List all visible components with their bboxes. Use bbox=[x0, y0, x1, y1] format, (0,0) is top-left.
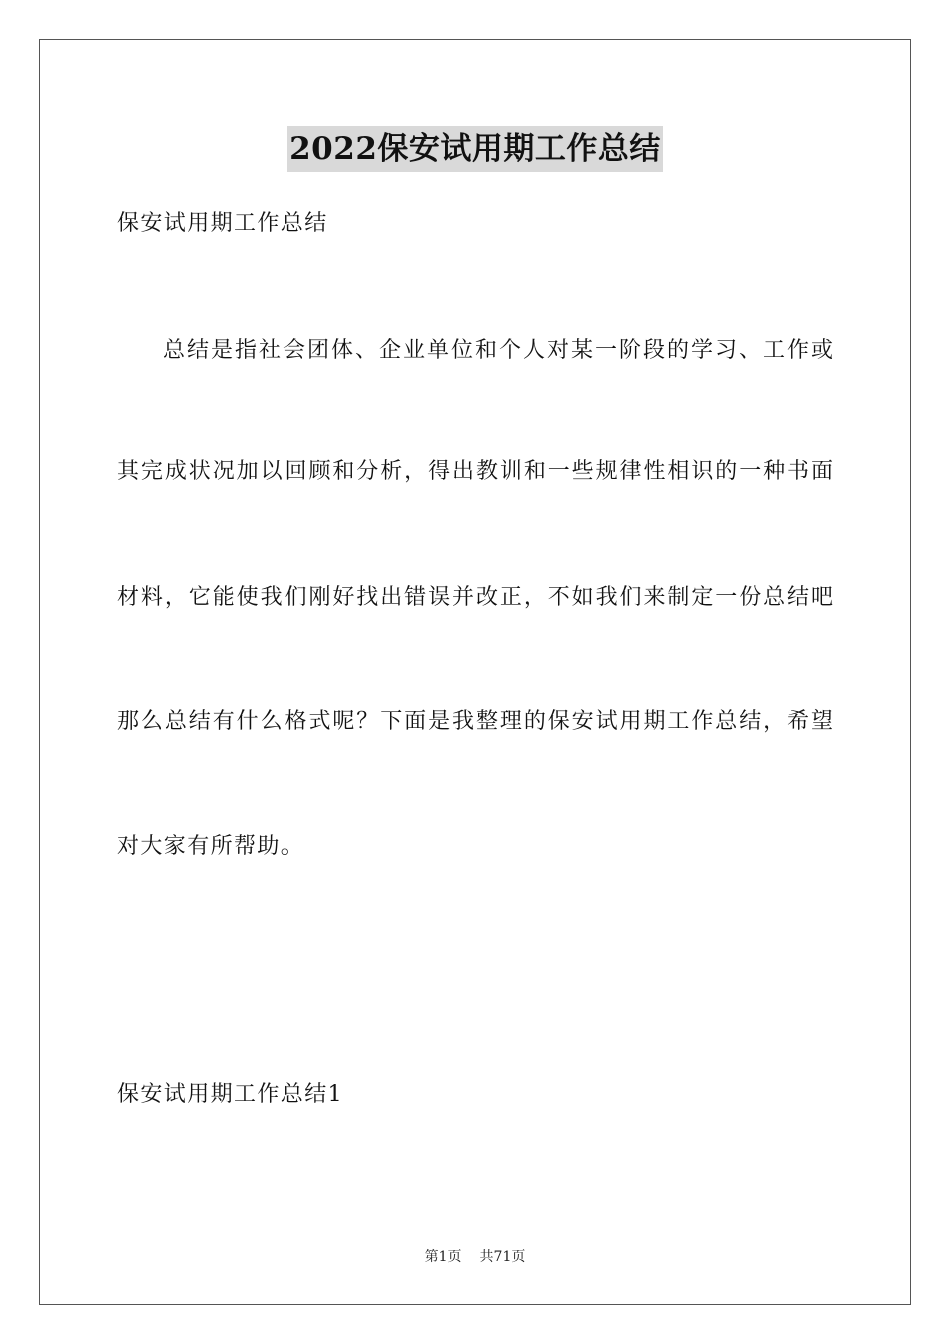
document-subtitle: 保安试用期工作总结 bbox=[117, 211, 328, 236]
document-title: 2022保安试用期工作总结 bbox=[287, 126, 663, 172]
paragraph-line-5: 对大家有所帮助。 bbox=[117, 834, 305, 859]
paragraph-line-3: 材料，它能使我们刚好找出错误并改正，不如我们来制定一份总结吧 bbox=[117, 585, 833, 610]
page-number: 第1页 bbox=[424, 1249, 462, 1265]
title-container bbox=[0, 126, 950, 172]
page-footer bbox=[0, 1247, 950, 1267]
page-total: 共71页 bbox=[479, 1249, 526, 1265]
paragraph-line-2: 其完成状况加以回顾和分析，得出教训和一些规律性相识的一种书面 bbox=[117, 459, 833, 484]
paragraph-line-1: 总结是指社会团体、企业单位和个人对某一阶段的学习、工作或 bbox=[163, 338, 833, 363]
section-heading: 保安试用期工作总结1 bbox=[117, 1082, 343, 1107]
paragraph-line-4: 那么总结有什么格式呢？下面是我整理的保安试用期工作总结，希望 bbox=[117, 709, 833, 734]
